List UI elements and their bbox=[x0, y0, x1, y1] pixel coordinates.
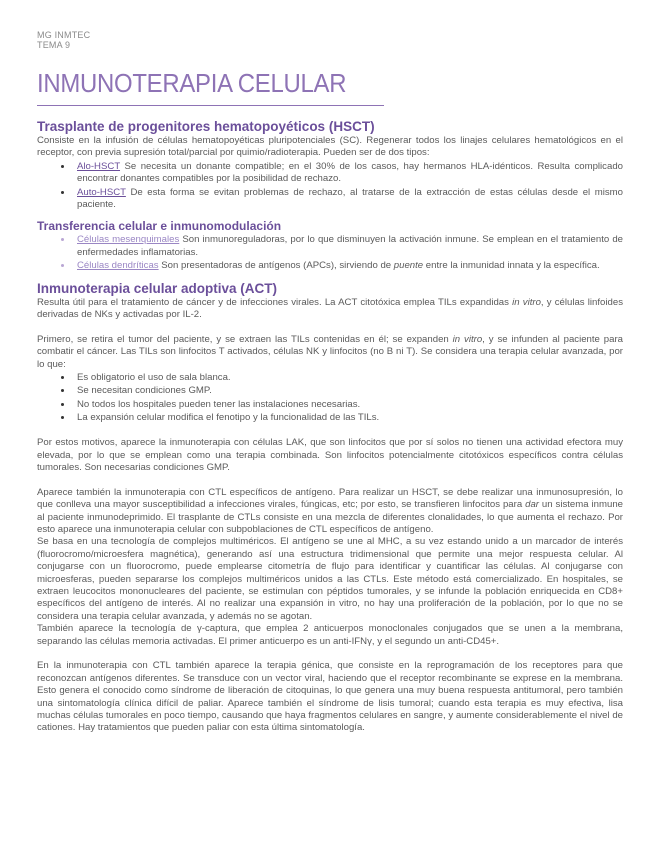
title-divider bbox=[37, 105, 384, 106]
list-item: • La expansión celular modifica el fenotipo y la funcionalidad de las TILs. bbox=[73, 411, 623, 424]
list-item bbox=[73, 259, 623, 272]
list-item-text: De esta forma se evitan problemas de rechazo, al tratarse de la extracción de estas células desde el mismo paciente. bbox=[77, 186, 623, 211]
paragraph-gap bbox=[37, 425, 623, 437]
act-paragraph-5: Se basa en una tecnología de complejos multiméricos. El antígeno se une al MHC, a su vez estando unido a un marcador de interés (fluorocromo/microesfera magnética), generando así una estructura tridimensional que permite una mejor respuesta celular. Al conjugarse con un fluorocromo, puede emplearse citometría de flujo para identificar y cuantificar las células. Al conjugarse con microesferas, pueden separarse los complejos multiméricos unidos a las CTLs. Este método está comercializado. En hospitales, se extraen leucocitos mononucleares del paciente, se estimulan con péptidos tumorales, y se infunde la población enriquecida en CD8+ específicos del antígeno de interés. Al no realizar una expansión in vitro, no hay una proliferación de la población, por lo que no se considera una terapia celular avanzada, y además no se agotan. bbox=[37, 536, 623, 622]
list-item-emphasis: puente bbox=[393, 260, 424, 272]
document-page bbox=[37, 30, 623, 735]
transfer-heading: Transferencia celular e inmunomodulación bbox=[37, 219, 282, 234]
list-item-text: entre la inmunidad innata y la específica. bbox=[423, 260, 600, 272]
list-item: • No todos los hospitales pueden tener las instalaciones necesarias. bbox=[73, 398, 623, 411]
hsct-list bbox=[37, 160, 623, 212]
list-item-text: Se necesita un donante compatible; en el 30% de los casos, hay hermanos HLA-idénticos. Resulta complicado encontrar donantes compatibles por la posibilidad de rechazo. bbox=[77, 160, 623, 185]
text-run: , y se infunden al paciente para combatir el cáncer. Las TILs son linfocitos T activados, células NK y linfocitos (no B ni T). Se considera una terapia celular avanzada, por lo que: bbox=[37, 333, 623, 370]
text-emphasis: in vitro bbox=[512, 296, 541, 308]
list-item-text: Son inmunoreguladoras, por lo que disminuyen la activación inmune. Se emplean en el tratamiento de enfermedades inflamatorias. bbox=[77, 234, 623, 258]
mesenchymal-link[interactable]: Células mesenquimales bbox=[77, 234, 180, 246]
act-heading: Inmunoterapia celular adoptiva (ACT) bbox=[37, 280, 278, 296]
act-paragraph-3: Por estos motivos, aparece la inmunoterapia con células LAK, que son linfocitos que por sí solos no tienen una actividad efectora muy elevada, por lo que se emplean como una terapia combinada. Son linfocitos potencialmente citotóxicos específicos contra células tumorales. Son necesarias condiciones GMP. bbox=[37, 437, 623, 473]
list-item: • Es obligatorio el uso de sala blanca. bbox=[73, 371, 623, 384]
paragraph-gap bbox=[37, 474, 623, 486]
text-emphasis: in vitro bbox=[452, 333, 483, 345]
text-run: Primero, se retira el tumor del paciente, y se extraen las TILs contenidas en él; se expanden bbox=[37, 333, 453, 345]
act-paragraph-4 bbox=[37, 487, 623, 537]
list-item-text: Son presentadoras de antígenos (APCs), sirviendo de bbox=[158, 260, 394, 272]
paragraph-gap bbox=[37, 321, 623, 333]
act-requirements-list bbox=[37, 371, 623, 425]
list-item bbox=[73, 186, 623, 212]
act-paragraph-6: También aparece la tecnología de γ-captura, que emplea 2 anticuerpos monoclonales conjugados que se unen a la membrana, separando las células memoria activadas. El primer anticuerpo es un anti-IFNγ, y el segundo un anti-CD45+. bbox=[37, 623, 623, 647]
header-course: MG INMTEC bbox=[37, 30, 91, 40]
hsct-heading: Trasplante de progenitores hematopoyéticos (HSCT) bbox=[37, 119, 375, 134]
list-item bbox=[73, 160, 623, 186]
alo-hsct-link[interactable]: Alo-HSCT bbox=[77, 160, 121, 172]
transfer-list bbox=[37, 233, 623, 272]
act-paragraph-7: En la inmunoterapia con CTL también aparece la terapia génica, que consiste en la reprogramación de los receptores para que reconozcan antígenos diferentes. Se transduce con un vector viral, haciendo que el receptor recombinante se exprese en la membrana. Esto genera el conocido como síndrome de liberación de citoquinas, lo que genera una muy buena respuesta antitumoral, pero también una sintomatología clínica difícil de paliar. Aparece también el síndrome de lisis tumoral; cuando esta terapia es muy efectiva, lisa muchas células tumorales en poco tiempo, causando que haya fragmentos celulares en sangre, y aumente considerablemente el nivel de cationes. Hay tratamientos que pueden paliar con esta última sintomatología. bbox=[37, 660, 623, 734]
list-item: • Se necesitan condiciones GMP. bbox=[73, 384, 623, 397]
text-run: , y células linfoides derivadas de NKs y activadas por IL-2. bbox=[37, 296, 623, 321]
text-run: Aparece también la inmunoterapia con CTL específicos de antígeno. Para realizar un HSCT, se debe realizar una inmunosupresión, lo que conlleva una mayor susceptibilidad a infecciones virales, fúngicas, etc; por esto, se transfieren linfocitos para bbox=[37, 486, 623, 511]
act-paragraph-2 bbox=[37, 334, 623, 371]
header-topic: TEMA 9 bbox=[37, 40, 71, 50]
paragraph-gap bbox=[37, 648, 623, 660]
act-paragraph-1 bbox=[37, 297, 623, 322]
text-run: un sistema inmune al paciente inmunodeprimido. El trasplante de CTLs consiste en una mezcla de diferentes clonalidades, lo que aumenta el rechazo. Por esto aparece una inmunoterapia celular con subpoblaciones de CTL específicos de antígeno. bbox=[37, 499, 623, 535]
dendritic-link[interactable]: Células dendríticas bbox=[77, 260, 159, 272]
text-run: Resulta útil para el tratamiento de cáncer y de infecciones virales. La ACT citotóxica emplea TILs expandidas bbox=[37, 296, 513, 308]
text-emphasis: dar bbox=[525, 499, 539, 511]
page-title: INMUNOTERAPIA CELULAR bbox=[37, 68, 347, 98]
auto-hsct-link[interactable]: Auto-HSCT bbox=[77, 186, 126, 198]
hsct-intro: Consiste en la infusión de células hematopoyéticas pluripotenciales (SC). Regenerar todos los linajes celulares hematológicos en el receptor, con previa supresión total/parcial por quimio/radioterapia. Pueden ser de dos tipos: bbox=[37, 135, 623, 159]
list-item bbox=[73, 233, 623, 259]
